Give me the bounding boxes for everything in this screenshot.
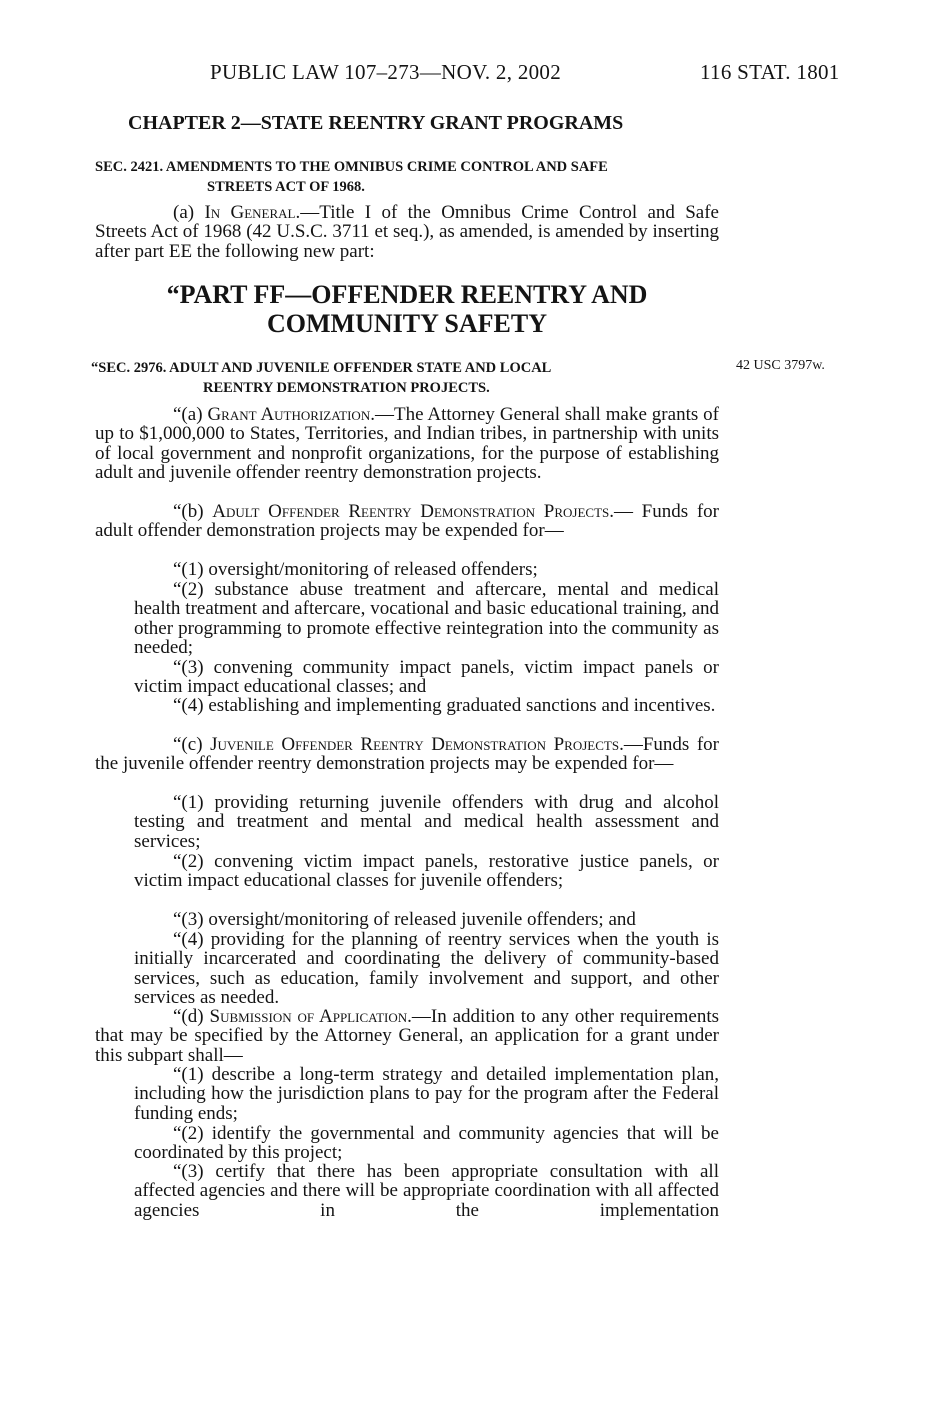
margin-citation: 42 USC 3797w. — [736, 358, 825, 373]
subsection-c-item-2: “(2) convening victim impact panels, restorative justice panels, or victim impact educational classes for juvenile offenders; — [134, 851, 719, 892]
para-text: .— Funds for adult offender demonstration projects may be expended for— — [95, 501, 719, 542]
para-heading: Adult Offender Reentry Demonstration Projects — [212, 501, 610, 522]
section-2976-heading-line2: REENTRY DEMONSTRATION PROJECTS. — [203, 380, 490, 396]
para-heading: In General — [204, 202, 296, 223]
section-2421-a-paragraph — [95, 203, 719, 261]
para-text: .—Title I of the Omnibus Crime Control and Safe Streets Act of 1968 (42 U.S.C. 3711 et seq.), as amended, is amended by inserting after part EE the following new part: — [95, 202, 719, 262]
subsection-c-item-3: “(3) oversight/monitoring of released juvenile offenders; and — [173, 909, 636, 930]
chapter-title: CHAPTER 2—STATE REENTRY GRANT PROGRAMS — [128, 112, 624, 134]
part-title-line2: COMMUNITY SAFETY — [267, 309, 547, 338]
para-text: .—The Attorney General shall make grants of up to $1,000,000 to States, Territories, and Indian tribes, in partnership with units of local government and nonprofit organizations, for the purpose of establishing adult and juvenile offender reentry demonstration projects. — [95, 404, 719, 484]
subsection-d-paragraph — [95, 1007, 719, 1065]
section-2421-heading-line2: STREETS ACT OF 1968. — [207, 179, 365, 195]
subsection-c-item-1: “(1) providing returning juvenile offenders with drug and alcohol testing and treatment and mental and medical health assessment and services; — [134, 792, 719, 852]
subsection-b-item-3: “(3) convening community impact panels, victim impact panels or victim impact educational classes; and — [134, 657, 719, 698]
para-text: .—Funds for the juvenile offender reentry demonstration projects may be expended for— — [95, 734, 719, 775]
part-title-line1: “PART FF—OFFENDER REENTRY AND — [166, 280, 648, 309]
para-label: “(a) — [173, 404, 208, 425]
subsection-b-item-2: “(2) substance abuse treatment and aftercare, mental and medical health treatment and aftercare, vocational and basic educational training, and other programming to promote effective reintegration into the community as needed; — [134, 579, 719, 659]
subsection-d-item-3: “(3) certify that there has been appropriate consultation with all affected agencies and there will be appropriate coordination with all affected agencies in the implementation — [134, 1161, 719, 1221]
part-ff-title — [95, 280, 719, 338]
subsection-c-paragraph — [95, 735, 719, 774]
subsection-a-paragraph — [95, 405, 719, 483]
para-heading: Submission of Application — [209, 1006, 408, 1027]
section-2421-heading-line1: SEC. 2421. AMENDMENTS TO THE OMNIBUS CRIME CONTROL AND SAFE — [95, 159, 608, 175]
subsection-d-item-2: “(2) identify the governmental and community agencies that will be coordinated by this project; — [134, 1123, 719, 1164]
para-label: “(c) — [173, 734, 211, 755]
para-heading: Juvenile Offender Reentry Demonstration Projects — [210, 734, 620, 755]
para-text: .—In addition to any other requirements that may be specified by the Attorney General, an application for a grant under this subpart shall— — [95, 1006, 719, 1066]
running-head-stat-page: 116 STAT. 1801 — [700, 60, 840, 84]
para-label: (a) — [173, 202, 205, 223]
section-2421-heading — [95, 157, 608, 197]
para-heading: Grant Authorization — [207, 404, 371, 425]
subsection-b-paragraph — [95, 502, 719, 541]
subsection-d-item-1: “(1) describe a long-term strategy and detailed implementation plan, including how the jurisdiction plans to pay for the program after the Federal funding ends; — [134, 1064, 719, 1124]
section-2976-heading — [91, 358, 551, 398]
subsection-b-item-1: “(1) oversight/monitoring of released offenders; — [173, 559, 538, 580]
para-label: “(b) — [173, 501, 213, 522]
subsection-c-item-4: “(4) providing for the planning of reentry services when the youth is initially incarcerated and coordinating the delivery of community-based services, such as education, family involvement and support, and other services as needed. — [134, 929, 719, 1009]
section-2976-heading-line1: “SEC. 2976. ADULT AND JUVENILE OFFENDER STATE AND LOCAL — [91, 360, 552, 376]
para-label: “(d) — [173, 1006, 210, 1027]
running-head-law-date: PUBLIC LAW 107–273—NOV. 2, 2002 — [210, 60, 562, 84]
subsection-b-item-4: “(4) establishing and implementing graduated sanctions and incentives. — [173, 695, 716, 716]
